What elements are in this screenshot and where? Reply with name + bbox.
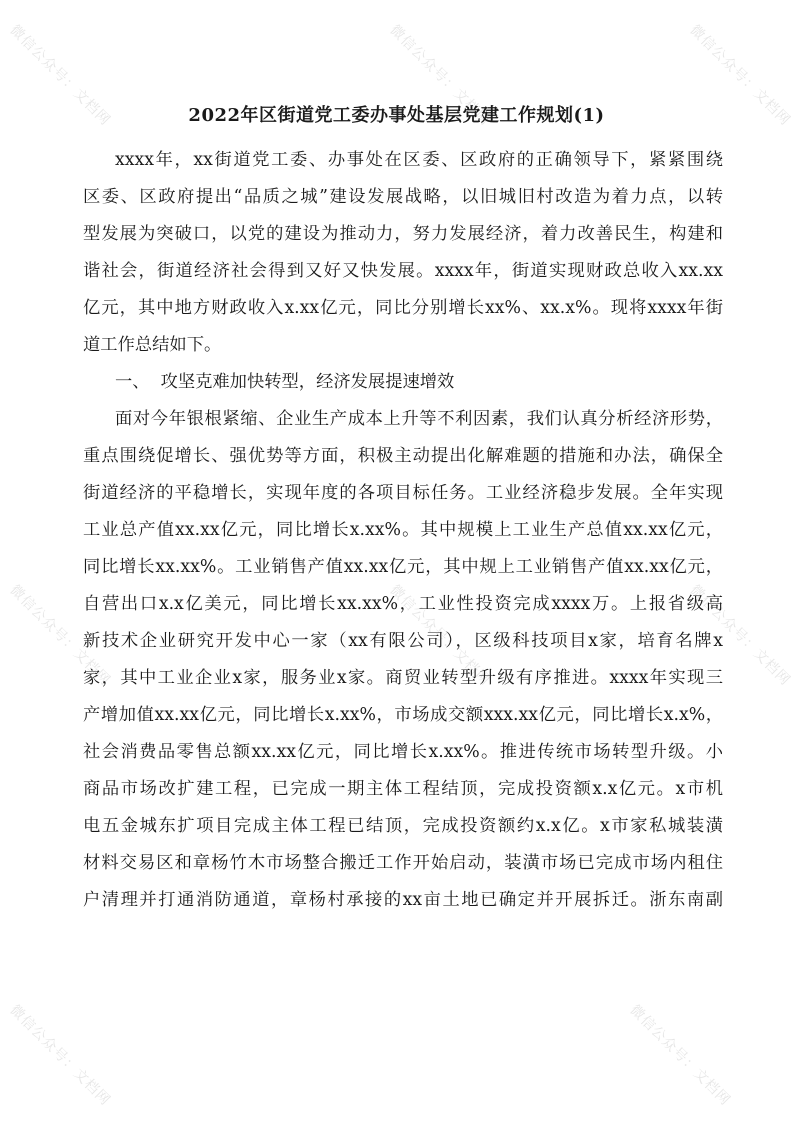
paragraph-line: 亿元，其中地方财政收入x.xx亿元，同比分别增长xx%、xx.x%。现将xxxx年街 — [83, 298, 723, 318]
watermark-text: 微信公众号：文档网 — [6, 1002, 114, 1109]
paragraph-line: 型发展为突破口，以党的建设为推动力，努力发展经济，着力改善民生，构建和 — [83, 224, 723, 244]
watermark-text: 微信公众号：文档网 — [386, 582, 494, 689]
paragraph-line: 社会消费品零售总额xx.xx亿元，同比增长x.xx%。推进传统市场转型升级。小 — [83, 742, 723, 762]
watermark-text: 微信公众号：文档网 — [686, 582, 793, 689]
paragraph-line: 重点围绕促增长、强优势等方面，积极主动提出化解难题的措施和办法，确保全 — [83, 446, 723, 466]
watermark-text: 微信公众号：文档网 — [6, 582, 114, 689]
paragraph-line: 区委、区政府提出“品质之城”建设发展战略，以旧城旧村改造为着力点，以转 — [83, 187, 723, 207]
paragraph-line: 自营出口x.x亿美元，同比增长xx.xx%，工业性投资完成xxxx万。上报省级高 — [83, 594, 723, 614]
paragraph-line: 街道经济的平稳增长，实现年度的各项目标任务。工业经济稳步发展。全年实现 — [83, 483, 723, 503]
watermark-text: 微信公众号：文档网 — [6, 22, 114, 129]
paragraph-line: 家，其中工业企业x家，服务业x家。商贸业转型升级有序推进。xxxx年实现三 — [83, 668, 723, 688]
paragraph-line: 电五金城东扩项目完成主体工程已结顶，完成投资额约x.x亿。x市家私城装潢 — [83, 816, 723, 836]
paragraph-line: 面对今年银根紧缩、企业生产成本上升等不利因素，我们认真分析经济形势， — [115, 409, 723, 429]
document-title: 2022年区街道党工委办事处基层党建工作规划(1) — [188, 105, 605, 126]
paragraph-line: 道工作总结如下。 — [83, 335, 222, 355]
paragraph-line: 材料交易区和章杨竹木市场整合搬迁工作开始启动，装潢市场已完成市场内租住 — [83, 853, 723, 873]
paragraph-line: 产增加值xx.xx亿元，同比增长x.xx%，市场成交额xxx.xx亿元，同比增长x.x%， — [83, 705, 723, 725]
paragraph-line: 同比增长xx.xx%。工业销售产值xx.xx亿元，其中规上工业销售产值xx.xx亿元， — [83, 557, 723, 577]
paragraph-line: 谐社会，街道经济社会得到又好又快发展。xxxx年，街道实现财政总收入xx.xx — [83, 261, 723, 281]
watermark-text: 微信公众号：文档网 — [686, 22, 793, 129]
watermark-text: 微信公众号：文档网 — [626, 1002, 734, 1109]
paragraph-line: 户清理并打通消防通道，章杨村承接的xx亩土地已确定并开展拆迁。浙东南副 — [83, 890, 723, 910]
paragraph-line: 商品市场改扩建工程，已完成一期主体工程结顶，完成投资额x.x亿元。x市机 — [83, 779, 723, 799]
paragraph-line: xxxx年，xx街道党工委、办事处在区委、区政府的正确领导下，紧紧围绕 — [115, 150, 723, 170]
paragraph-line: 新技术企业研究开发中心一家（xx有限公司），区级科技项目x家，培育名牌x — [83, 631, 723, 651]
paragraph-line: 工业总产值xx.xx亿元，同比增长x.xx%。其中规模上工业生产总值xx.xx亿元， — [83, 520, 723, 540]
section-heading: 一、 攻坚克难加快转型，经济发展提速增效 — [115, 372, 455, 392]
watermark-text: 微信公众号：文档网 — [386, 22, 494, 129]
